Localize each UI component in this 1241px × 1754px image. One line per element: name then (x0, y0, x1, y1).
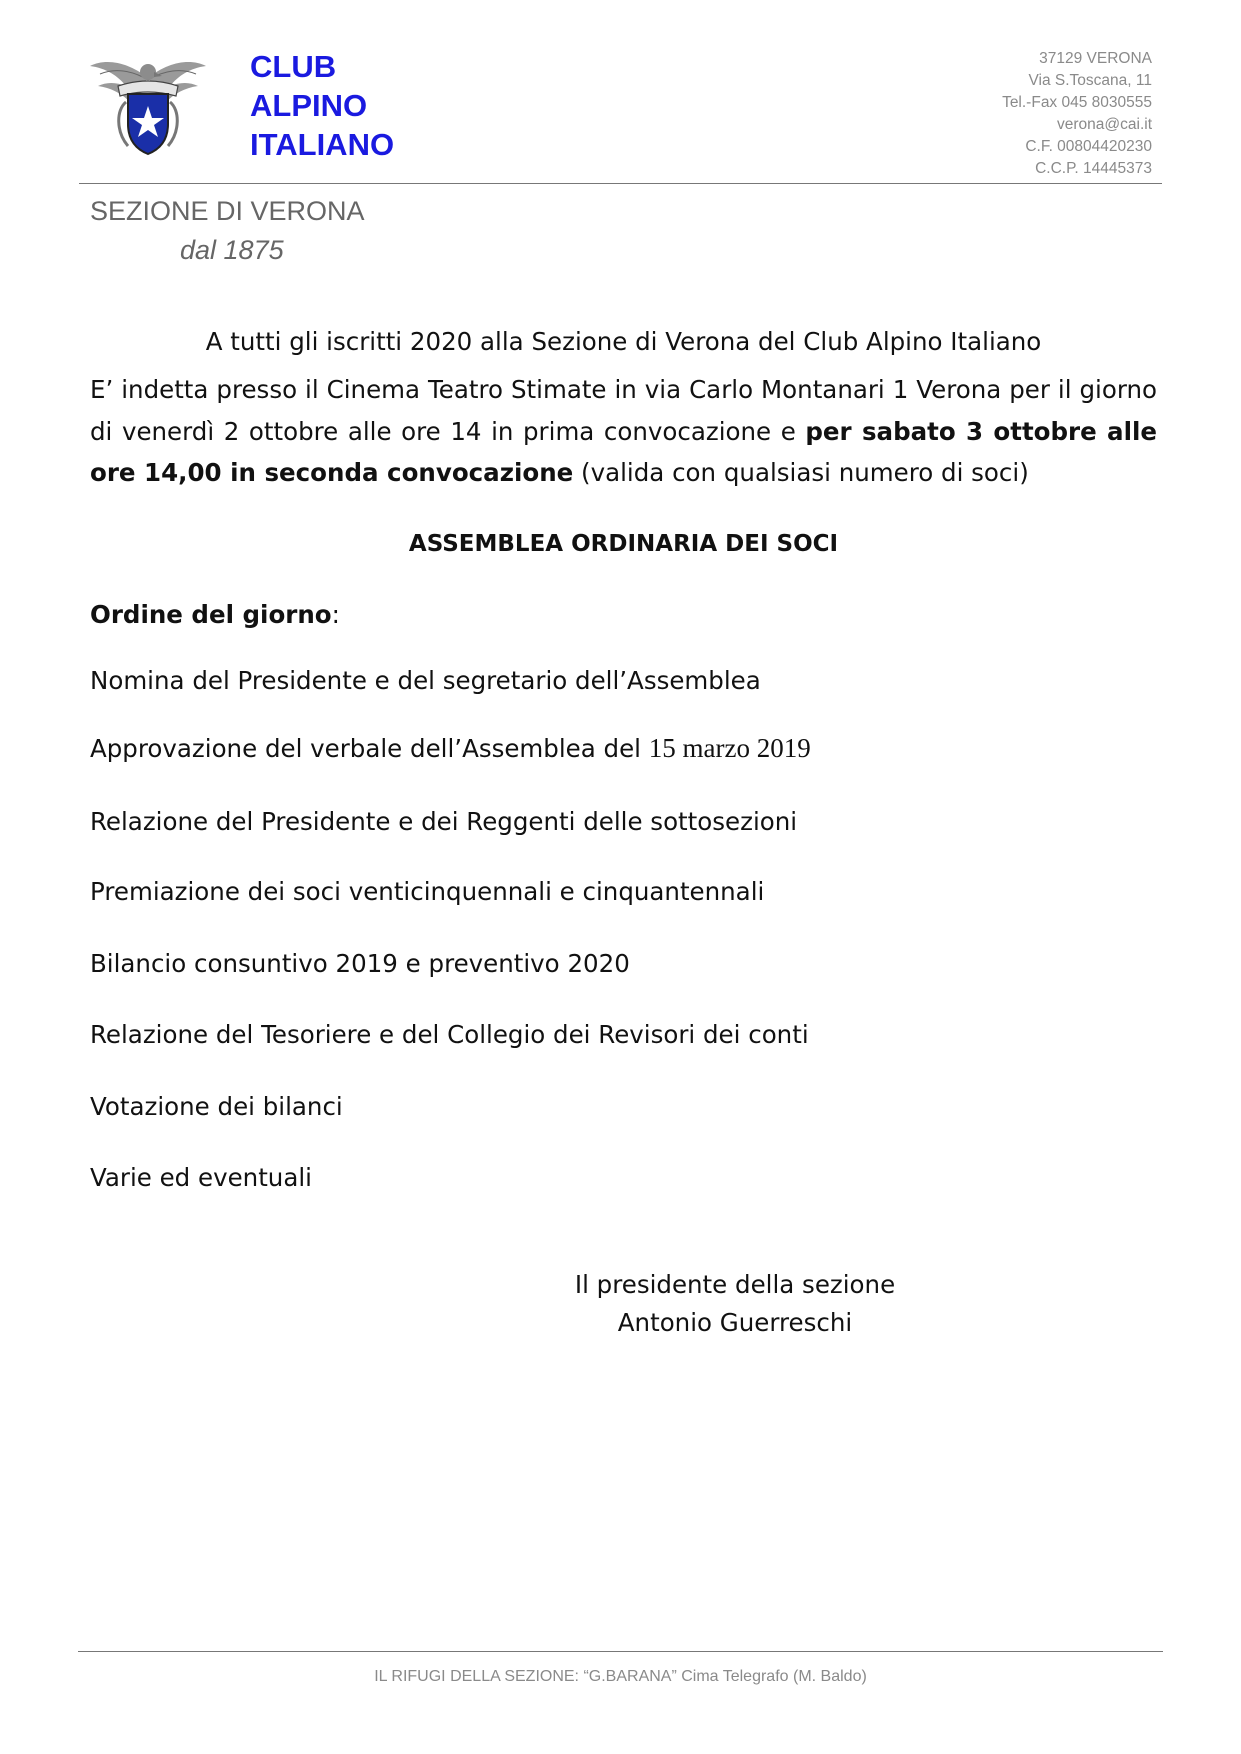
intro-addressee: A tutti gli iscritti 2020 alla Sezione di Verona del Club Alpino Italiano (205, 327, 1042, 356)
agenda-item-7: Votazione dei bilanci (90, 1092, 343, 1121)
agenda-item-2 (90, 733, 811, 764)
intro-paragraph (90, 369, 1157, 494)
footer-divider (78, 1651, 1163, 1652)
agenda-heading (90, 600, 340, 629)
contact-phone: Tel.-Fax 045 8030555 (1002, 94, 1152, 111)
contact-postal-account: C.C.P. 14445373 (1035, 160, 1152, 177)
contact-block (1002, 48, 1152, 180)
cai-logo-icon (88, 50, 208, 162)
signature-name: Antonio Guerreschi (617, 1308, 853, 1337)
club-name-line1: CLUB (250, 49, 337, 84)
agenda-item-1: Nomina del Presidente e del segretario dell’Assemblea (90, 666, 761, 695)
signature-role: Il presidente della sezione (574, 1270, 896, 1299)
contact-email: verona@cai.it (1057, 116, 1152, 133)
agenda-item-4: Premiazione dei soci venticinquennali e cinquantennali (90, 877, 765, 906)
agenda-item-3: Relazione del Presidente e dei Reggenti delle sottosezioni (90, 807, 798, 836)
intro-text-bold: per sabato 3 ottobre alle ore 14,00 in seconda convocazione (90, 416, 1158, 487)
footer-text: IL RIFUGI DELLA SEZIONE: “G.BARANA” Cima Telegrafo (M. Baldo) (374, 1668, 867, 1685)
agenda-item-5: Bilancio consuntivo 2019 e preventivo 2020 (90, 949, 630, 978)
intro-text-part2: (valida con qualsiasi numero di soci) (573, 458, 1029, 487)
contact-tax-code: C.F. 00804420230 (1025, 138, 1152, 155)
section-name: SEZIONE DI VERONA (90, 196, 365, 226)
club-name-line2: ALPINO (250, 88, 368, 123)
agenda-item-6: Relazione del Tesoriere e del Collegio dei Revisori dei conti (90, 1020, 809, 1049)
contact-city: 37129 VERONA (1039, 50, 1152, 67)
assembly-title: ASSEMBLEA ORDINARIA DEI SOCI (408, 531, 839, 557)
agenda-item-8: Varie ed eventuali (90, 1163, 312, 1192)
intro-text-part1: E’ indetta presso il Cinema Teatro Stimate in via Carlo Montanari 1 Verona per il giorno di venerdì 2 ottobre alle ore 14 in prima convocazione e (90, 375, 1157, 446)
agenda-colon: : (331, 600, 340, 629)
club-name (250, 47, 394, 164)
header-divider (79, 183, 1162, 184)
club-name-line3: ITALIANO (250, 127, 395, 162)
agenda-item-2-text: Approvazione del verbale dell’Assemblea del (90, 734, 649, 763)
agenda-label: Ordine del giorno (90, 600, 332, 629)
agenda-item-2-date: 15 marzo 2019 (648, 733, 811, 763)
section-since: dal 1875 (180, 235, 284, 265)
contact-address: Via S.Toscana, 11 (1028, 72, 1152, 89)
